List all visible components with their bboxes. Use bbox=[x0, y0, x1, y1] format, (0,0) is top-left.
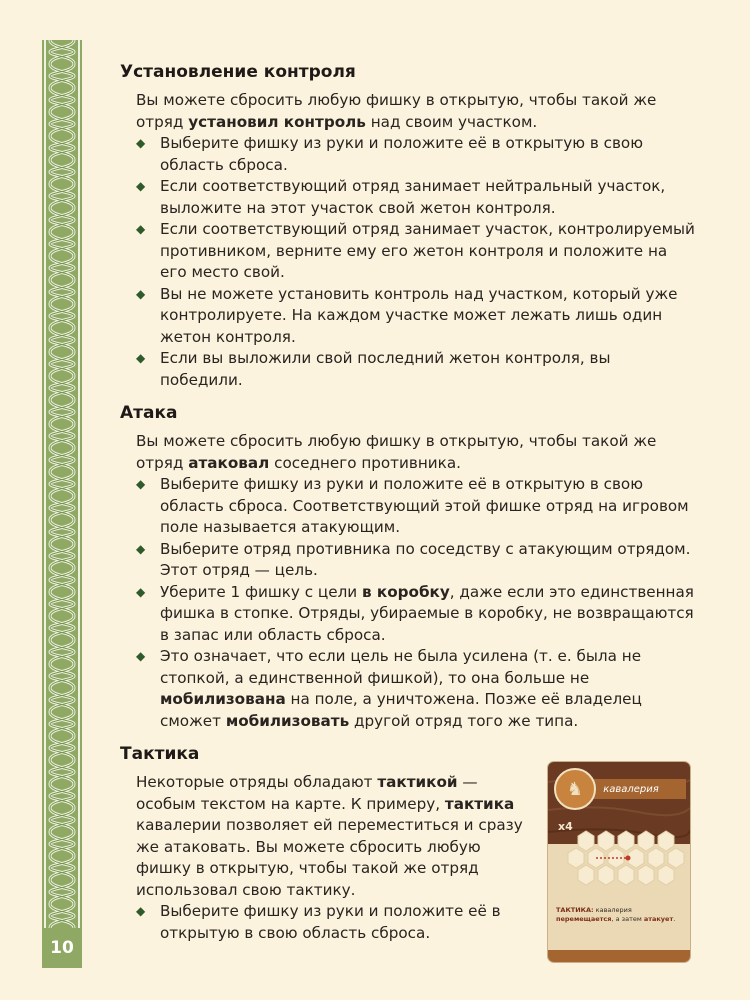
decorative-border bbox=[42, 40, 82, 968]
list-item-text bbox=[160, 540, 690, 580]
text-run: Вы можете сбросить любую фишку в открытую, чтобы такой же отряд bbox=[136, 91, 657, 131]
list-item bbox=[136, 284, 695, 349]
page-number: 10 bbox=[42, 928, 82, 968]
text-run: Выберите отряд противника по соседству с атакующим отрядом. Этот отряд — цель. bbox=[160, 539, 691, 579]
card-text-part: . bbox=[673, 915, 676, 923]
card-text-part: , а затем bbox=[611, 915, 644, 923]
section-title: Тактика bbox=[120, 744, 200, 764]
text-run: Это означает, что если цель не была усилена (т. е. была не стопкой, а единственной фишкой), то она больше не bbox=[160, 647, 642, 687]
card-count: x4 bbox=[558, 820, 573, 833]
bold-term: тактикой bbox=[377, 773, 458, 791]
bullet-list bbox=[120, 474, 695, 732]
celtic-knot-pattern bbox=[42, 40, 82, 928]
bold-term: мобилизована bbox=[160, 690, 286, 708]
text-run: Выберите фишку из руки и положите её в открытую в свою область сброса. bbox=[160, 134, 643, 174]
text-run: Некоторые отряды обладают bbox=[136, 773, 378, 791]
text-run: Если соответствующий отряд занимает нейтральный участок, выложите на этот участок свой жетон контроля. bbox=[160, 177, 666, 217]
text-run: , даже если это единственная фишка в стопке. Отряды, убираемые в коробку, не возвращаются в запас или область сброса. bbox=[160, 582, 694, 644]
section-attack bbox=[120, 401, 695, 732]
list-item-text bbox=[160, 285, 678, 346]
main-content bbox=[120, 60, 695, 954]
list-item-text bbox=[160, 220, 695, 281]
text-run: Уберите 1 фишку с цели bbox=[160, 582, 362, 601]
card-text-bold: перемещается bbox=[556, 915, 612, 923]
text-run: другой отряд того же типа. bbox=[349, 711, 579, 730]
diamond-bullet-icon: ◆ bbox=[136, 649, 146, 663]
text-run: Выберите фишку из руки и положите её в открытую в свою область сброса. bbox=[160, 902, 501, 942]
list-item-text bbox=[160, 475, 689, 536]
card-tactic-label: ТАКТИКА: bbox=[556, 906, 594, 914]
diamond-bullet-icon: ◆ bbox=[136, 136, 146, 150]
list-item bbox=[136, 176, 695, 219]
text-run: Вы можете сбросить любую фишку в открытую, чтобы такой же отряд bbox=[136, 432, 657, 472]
unit-card-cavalry bbox=[548, 762, 690, 962]
bold-term: мобилизовать bbox=[225, 711, 350, 730]
section-tactics bbox=[120, 742, 695, 944]
text-run: — особым текстом на карте. К примеру, bbox=[136, 773, 478, 813]
list-item bbox=[136, 133, 695, 176]
bold-term: тактика bbox=[444, 794, 515, 813]
text-run: Вы не можете установить контроль над участком, который уже контролируете. На каждом участке может лежать лишь один жетон контроля. bbox=[160, 284, 678, 346]
diamond-bullet-icon: ◆ bbox=[136, 904, 146, 918]
list-item bbox=[136, 539, 695, 582]
section-intro bbox=[120, 772, 525, 901]
bold-term: в коробку bbox=[362, 582, 450, 601]
list-item bbox=[136, 474, 695, 539]
bullet-list bbox=[120, 901, 525, 944]
text-run: на поле, а уничтожена. Позже её владелец сможет bbox=[160, 690, 642, 730]
list-item-text bbox=[160, 134, 643, 174]
bold-term: атаковал bbox=[188, 453, 270, 472]
card-footer bbox=[548, 950, 690, 962]
diamond-bullet-icon: ◆ bbox=[136, 179, 146, 193]
text-run: соседнего противника. bbox=[269, 453, 461, 472]
section-control bbox=[120, 60, 695, 391]
card-text-bold: атакует bbox=[643, 915, 674, 923]
list-item bbox=[136, 646, 695, 732]
text-run: Если соответствующий отряд занимает участок, контролируемый противником, верните ему его жетон контроля и положите на его место свой. bbox=[160, 220, 695, 281]
card-name: кавалерия bbox=[576, 779, 686, 799]
list-item bbox=[136, 219, 695, 284]
text-run: кавалерии позволяет ей переместиться и сразу же атаковать. Вы можете сбросить любую фишку в открытую, чтобы такой же отряд использовал свою тактику. bbox=[136, 816, 523, 899]
diamond-bullet-icon: ◆ bbox=[136, 222, 146, 236]
bold-term: установил контроль bbox=[188, 112, 366, 131]
diamond-bullet-icon: ◆ bbox=[136, 477, 146, 491]
list-item bbox=[136, 582, 695, 647]
diamond-bullet-icon: ◆ bbox=[136, 351, 146, 365]
card-tactic-text bbox=[556, 906, 684, 924]
hex-board bbox=[548, 828, 690, 898]
text-run: над своим участком. bbox=[365, 112, 538, 131]
list-item-text bbox=[160, 583, 694, 644]
list-item-text bbox=[160, 902, 501, 942]
section-title: Атака bbox=[120, 403, 178, 423]
horse-icon: ♞ bbox=[554, 768, 596, 810]
section-title: Установление контроля bbox=[120, 62, 356, 82]
list-item bbox=[136, 348, 695, 391]
diamond-bullet-icon: ◆ bbox=[136, 541, 146, 556]
text-run: Выберите фишку из руки и положите её в открытую в свою область сброса. Соответствующий этой фишке отряд на игровом поле называется атакующим. bbox=[160, 475, 689, 536]
diamond-bullet-icon: ◆ bbox=[136, 584, 146, 599]
text-run: Если вы выложили свой последний жетон контроля, вы победили. bbox=[160, 349, 611, 389]
section-intro bbox=[120, 431, 695, 474]
list-item-text bbox=[160, 349, 610, 389]
list-item-text bbox=[160, 177, 665, 217]
card-text-part: кавалерия bbox=[593, 906, 632, 914]
diamond-bullet-icon: ◆ bbox=[136, 286, 146, 301]
section-intro bbox=[120, 90, 695, 133]
bullet-list bbox=[120, 133, 695, 391]
list-item-text bbox=[160, 647, 642, 730]
list-item bbox=[136, 901, 525, 944]
